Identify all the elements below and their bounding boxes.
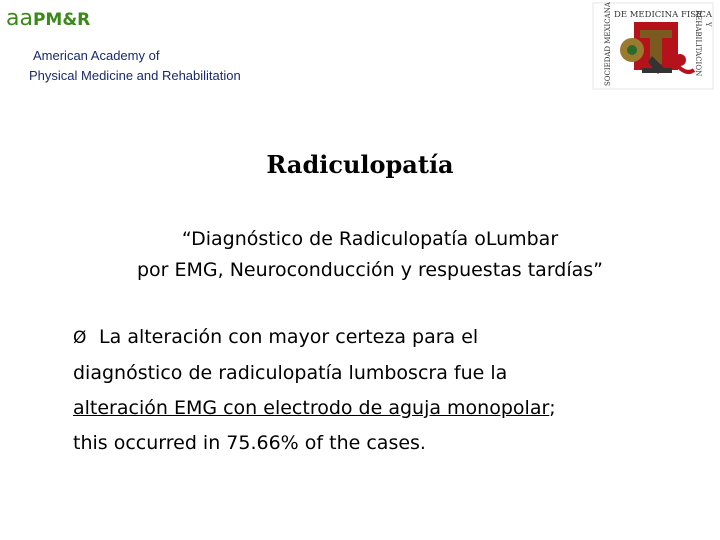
seal-left-text: SOCIEDAD MEXICANA [604,2,612,86]
sociedad-mexicana-seal [592,2,714,90]
bullet-line4: this occurred in 75.66% of the cases. [73,432,426,454]
bullet-text-line1: La alteración con mayor certeza para el [99,326,479,348]
arrow-bullet-icon: Ø [73,328,87,348]
aapmr-logo [6,8,306,88]
bullet-line2: diagnóstico de radiculopatía lumboscra fue la [73,362,508,384]
bullet-line3-tail: ; [549,397,556,419]
logo-pmr-text: PM&R [32,10,91,30]
seal-y-text: Y [704,22,712,27]
bullet-line3 [73,391,673,426]
aapmr-logo-mark [6,8,90,30]
slide-subtitle [70,224,670,286]
org-name-line2: Physical Medicine and Rehabilitation [29,68,241,83]
subtitle-line2: por EMG, Neuroconducción y respuestas tardías” [136,259,604,281]
subtitle-line1: “Diagnóstico de Radiculopatía oLumbar [181,228,559,250]
seal-top-text: DE MEDICINA FISICA [614,10,713,20]
bullet-point [73,320,673,461]
org-name-line1: American Academy of [33,48,160,63]
bullet-line1 [73,320,673,356]
bullet-underlined-text: alteración EMG con electrodo de aguja monopolar [73,397,550,419]
seal-right-text: REHABILITACION [694,10,702,77]
logo-aa-text: aa [6,6,33,31]
slide-title: Radiculopatía [266,150,454,179]
